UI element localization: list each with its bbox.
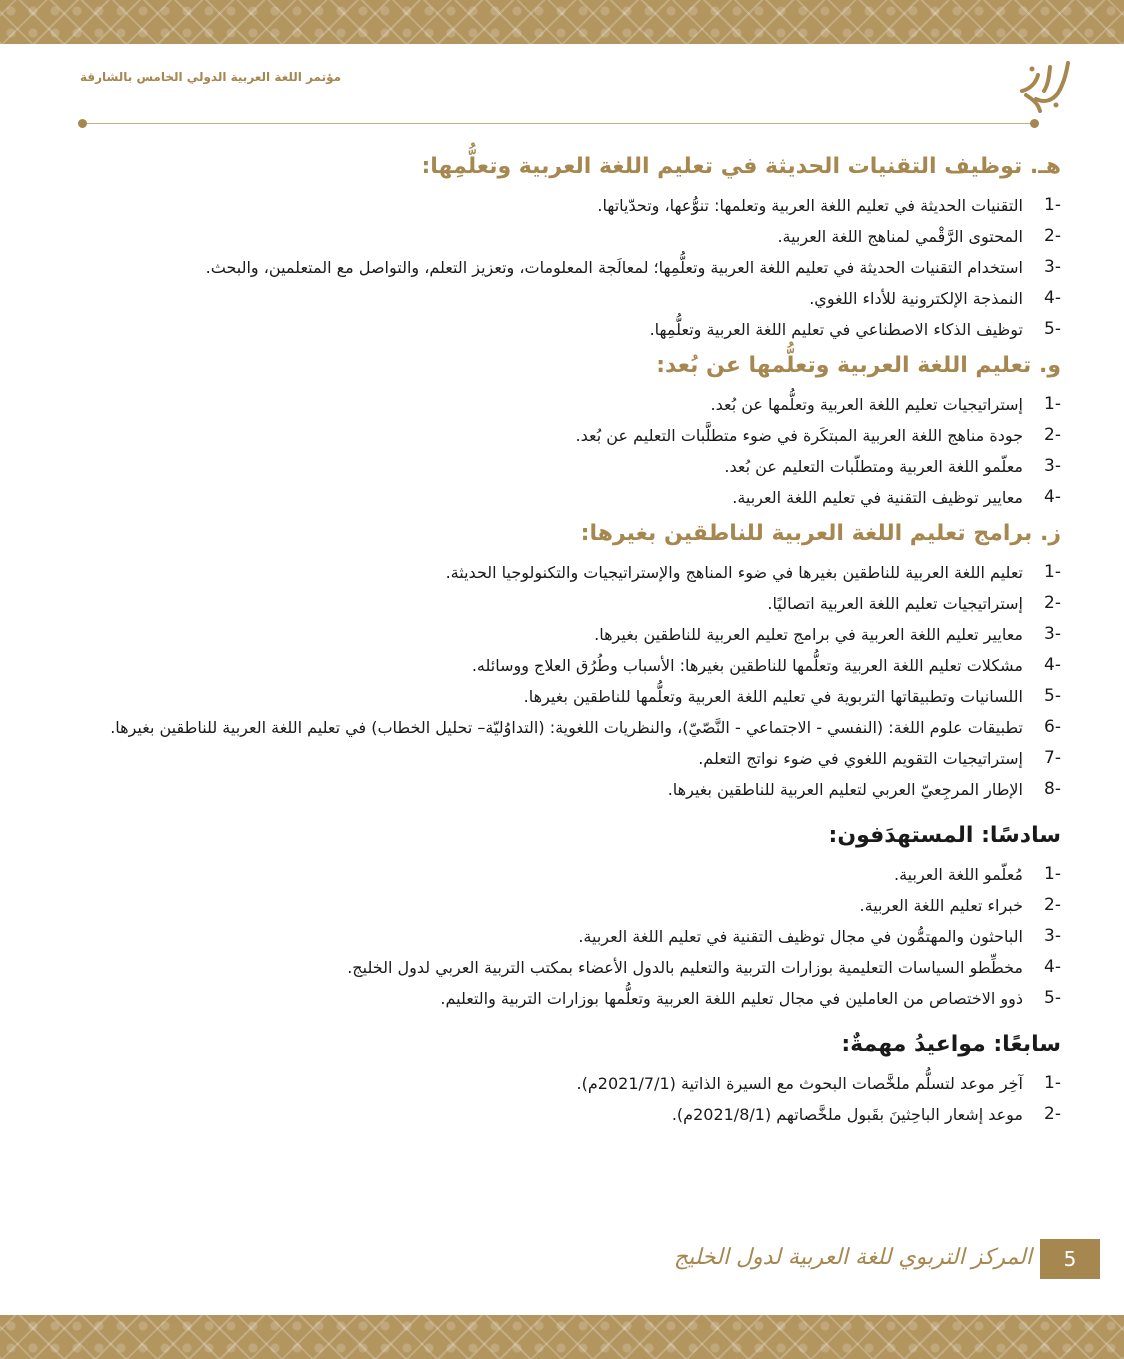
- item-text: استخدام التقنيات الحديثة في تعليم اللغة العربية وتعلُّمِها؛ لمعالَجة المعلومات، وتعزيز التعلم، والتواصل مع المتعلمين، والبحث.: [205, 258, 1023, 277]
- section-list: [64, 859, 1061, 1014]
- list-item: [64, 1068, 1061, 1099]
- item-number: 4-: [1044, 957, 1061, 977]
- item-text: مخطِّطو السياسات التعليمية بوزارات التربية والتعليم بالدول الأعضاء بمكتب التربية العربي لدول الخليج.: [347, 958, 1023, 977]
- item-number: 8-: [1044, 779, 1061, 799]
- item-text: جودة مناهج اللغة العربية المبتكَرة في ضوء متطلَّبات التعليم عن بُعد.: [575, 426, 1023, 445]
- list-item: [64, 588, 1061, 619]
- list-item: [64, 389, 1061, 420]
- item-number: 3-: [1044, 257, 1061, 277]
- item-number: 1-: [1044, 195, 1061, 215]
- item-text: النمذجة الإلكترونية للأداء اللغوي.: [809, 289, 1023, 308]
- header-divider: [82, 123, 1034, 124]
- item-number: 4-: [1044, 288, 1061, 308]
- list-item: [64, 283, 1061, 314]
- list-item: [64, 774, 1061, 805]
- item-text: المحتوى الرَّقْمي لمناهج اللغة العربية.: [777, 227, 1023, 246]
- list-item: [64, 743, 1061, 774]
- item-number: 5-: [1044, 988, 1061, 1008]
- item-text: معايير تعليم اللغة العربية في برامج تعليم العربية للناطقين بغيرها.: [594, 625, 1023, 644]
- item-number: 2-: [1044, 226, 1061, 246]
- divider-dot-right: [1030, 119, 1039, 128]
- item-number: 1-: [1044, 864, 1061, 884]
- item-number: 4-: [1044, 487, 1061, 507]
- section-list: [64, 1068, 1061, 1130]
- list-item: [64, 890, 1061, 921]
- item-number: 3-: [1044, 624, 1061, 644]
- list-item: [64, 420, 1061, 451]
- item-number: 2-: [1044, 593, 1061, 613]
- list-item: [64, 482, 1061, 513]
- item-text: الباحثون والمهتمُّون في مجال توظيف التقنية في تعليم اللغة العربية.: [578, 927, 1023, 946]
- item-number: 3-: [1044, 926, 1061, 946]
- list-item: [64, 221, 1061, 252]
- item-text: معايير توظيف التقنية في تعليم اللغة العربية.: [732, 488, 1023, 507]
- item-text: إستراتيجيات التقويم اللغوي في ضوء نواتج التعلم.: [698, 749, 1023, 768]
- bottom-decorative-band: [0, 1315, 1124, 1359]
- item-text: آخِر موعد لتسلُّم ملخَّصات البحوث مع السيرة الذاتية (2021/7/1م).: [576, 1074, 1023, 1093]
- item-text: التقنيات الحديثة في تعليم اللغة العربية وتعلمها: تنوُّعها، وتحدّياتها.: [597, 196, 1023, 215]
- item-number: 2-: [1044, 425, 1061, 445]
- list-item: [64, 1099, 1061, 1130]
- section-list: [64, 190, 1061, 345]
- item-number: 1-: [1044, 562, 1061, 582]
- item-number: 2-: [1044, 1104, 1061, 1124]
- arabic-logo-icon: [1008, 55, 1078, 115]
- main-content: [64, 150, 1061, 1134]
- item-number: 1-: [1044, 394, 1061, 414]
- item-text: تطبيقات علوم اللغة: (النفسي - الاجتماعي - النَّصّيّ)، والنظريات اللغوية: (التداوُليّة– تحليل الخطاب) في تعليم اللغة العربية للناطقين بغيرها.: [110, 718, 1023, 737]
- section-title: سابعًا: مواعيدُ مهمةٌ:: [841, 1032, 1061, 1057]
- list-item: [64, 252, 1061, 283]
- item-text: إستراتيجيات تعليم اللغة العربية اتصاليًا.: [767, 594, 1023, 613]
- item-text: مشكلات تعليم اللغة العربية وتعلُّمها للناطقين بغيرها: الأسباب وطُرُق العلاج ووسائله.: [471, 656, 1023, 675]
- list-item: [64, 619, 1061, 650]
- list-item: [64, 681, 1061, 712]
- list-item: [64, 190, 1061, 221]
- section-title: هـ. توظيف التقنيات الحديثة في تعليم اللغة العربية وتعلُّمِها:: [421, 154, 1061, 179]
- item-text: مُعلّمو اللغة العربية.: [894, 865, 1023, 884]
- list-item: [64, 712, 1061, 743]
- item-text: توظيف الذكاء الاصطناعي في تعليم اللغة العربية وتعلُّمِها.: [649, 320, 1023, 339]
- list-item: [64, 557, 1061, 588]
- item-number: 7-: [1044, 748, 1061, 768]
- item-text: اللسانيات وتطبيقاتها التربوية في تعليم اللغة العربية وتعلُّمها للناطقين بغيرها.: [523, 687, 1023, 706]
- list-item: [64, 314, 1061, 345]
- list-item: [64, 952, 1061, 983]
- page-number: 5: [1040, 1239, 1100, 1279]
- item-text: الإطار المرجِعيّ العربي لتعليم العربية للناطقين بغيرها.: [667, 780, 1023, 799]
- section-title: ز. برامج تعليم اللغة العربية للناطقين بغيرها:: [580, 521, 1061, 546]
- conference-title: مؤتمر اللغة العربية الدولي الخامس بالشارقة: [80, 70, 342, 84]
- section-list: [64, 389, 1061, 513]
- list-item: [64, 859, 1061, 890]
- item-text: إستراتيجيات تعليم اللغة العربية وتعلُّمها عن بُعد.: [710, 395, 1023, 414]
- item-number: 1-: [1044, 1073, 1061, 1093]
- item-text: ذوو الاختصاص من العاملين في مجال تعليم اللغة العربية وتعلُّمها بوزارات التربية والتعليم.: [440, 989, 1023, 1008]
- item-text: تعليم اللغة العربية للناطقين بغيرها في ضوء المناهج والإستراتيجيات والتكنولوجيا الحديثة.: [445, 563, 1023, 582]
- section-list: [64, 557, 1061, 805]
- item-number: 3-: [1044, 456, 1061, 476]
- item-text: خبراء تعليم اللغة العربية.: [859, 896, 1023, 915]
- item-text: معلّمو اللغة العربية ومتطلّبات التعليم عن بُعد.: [724, 457, 1023, 476]
- item-number: 4-: [1044, 655, 1061, 675]
- top-decorative-band: [0, 0, 1124, 44]
- organization-name: المركز التربوي للغة العربية لدول الخليج: [673, 1245, 1032, 1270]
- item-number: 5-: [1044, 319, 1061, 339]
- item-number: 2-: [1044, 895, 1061, 915]
- item-number: 5-: [1044, 686, 1061, 706]
- divider-dot-left: [78, 119, 87, 128]
- section-title: سادسًا: المستهدَفون:: [828, 823, 1061, 848]
- section-title: و. تعليم اللغة العربية وتعلُّمها عن بُعد:: [656, 353, 1061, 378]
- list-item: [64, 650, 1061, 681]
- list-item: [64, 451, 1061, 482]
- item-number: 6-: [1044, 717, 1061, 737]
- list-item: [64, 921, 1061, 952]
- item-text: موعد إشعار الباحِثينَ بقَبول ملخَّصاتهم (2021/8/1م).: [671, 1105, 1023, 1124]
- list-item: [64, 983, 1061, 1014]
